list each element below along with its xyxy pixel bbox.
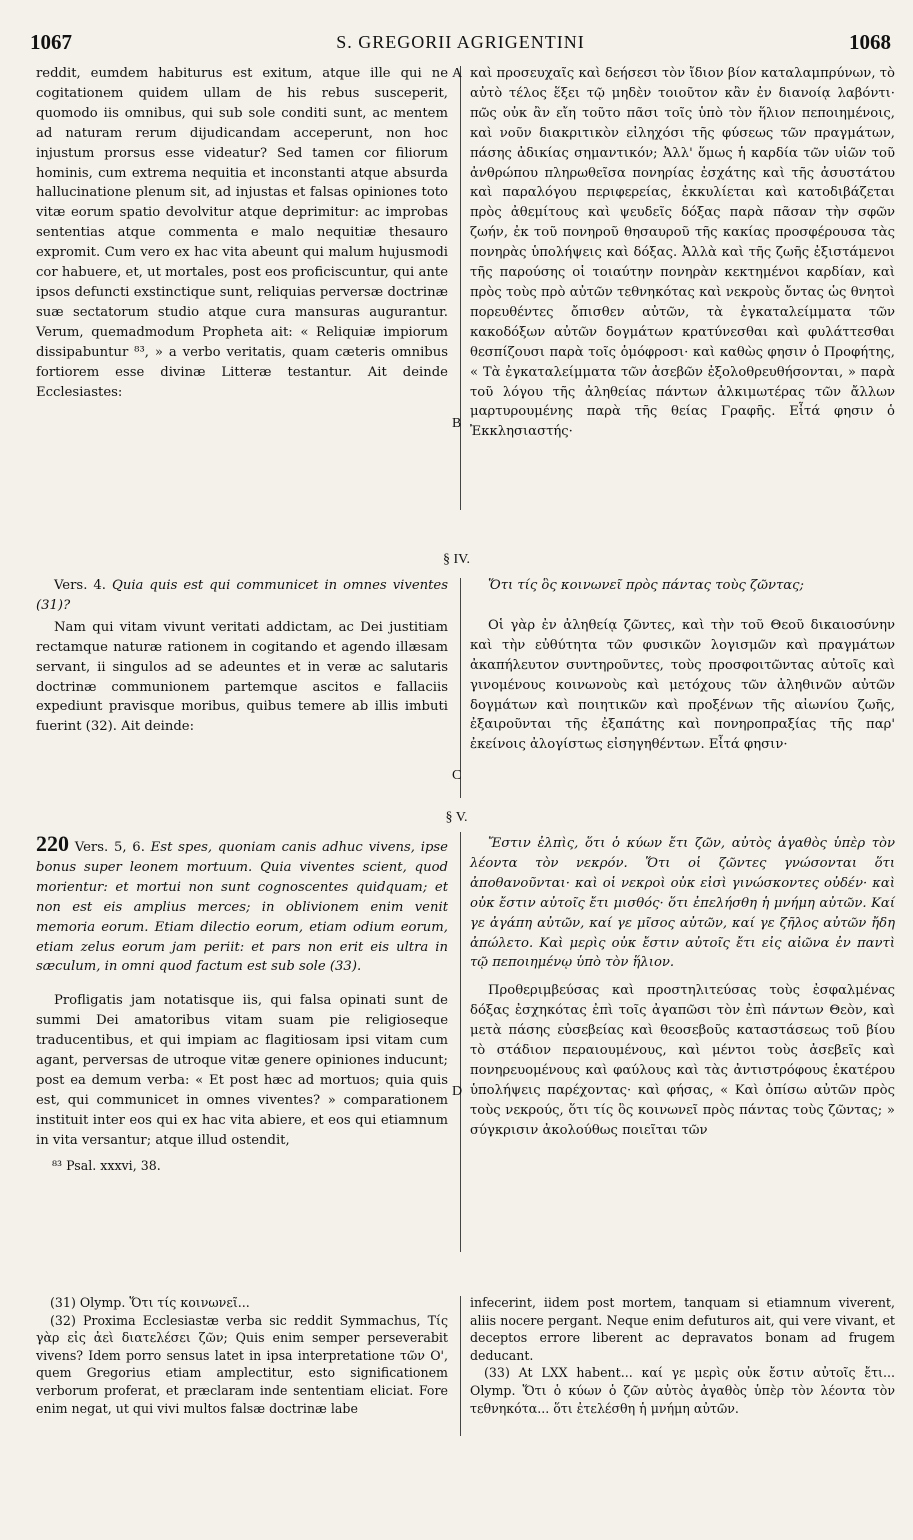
greek-column-section-v (470, 834, 895, 1254)
page-number-right: 1068 (849, 30, 891, 54)
greek-column-block-1 (470, 64, 895, 534)
column-rule-2 (460, 578, 461, 798)
column-rule-4 (460, 1296, 461, 1436)
running-title: S. GREGORII AGRIGENTINI (336, 32, 585, 52)
latin-column-section-iv (36, 576, 448, 798)
section-heading-v: § V. (445, 810, 468, 825)
column-number: 220 (36, 831, 69, 856)
section-heading-iv: § IV. (443, 552, 470, 567)
greek-paragraph: καὶ προσευχαῖς καὶ δεήσεσι τὸν ἴδιον βίον καταλαμπρύνων, τὸ αὐτὸ τέλος ἕξει τῷ μηδὲν τοιοῦτον κἂν ἐν διανοίᾳ λαβόντι· πῶς οὐκ ἂν εἴη τοῦτο πᾶσι τοῖς ὑπὸ τὸν ἥλιον πεποιημένοις, καὶ νοῦν διακριτικὸν εἰληχόσι τῆς φύσεως τῶν πραγμάτων, πάσης ἀδικίας σημαντικόν; Ἀλλ' ὅμως ἡ καρδία τῶν υἱῶν τοῦ ἀνθρώπου πληρωθεῖσα πονηρίας ἐσχάτης καὶ τῆς ἀσυστάτου καὶ παραλόγου περιφερείας, ἐκκυλίεται καὶ κατοδιβάζεται πρὸς ἀθεμίτους καὶ ψευδεῖς δόξας παρὰ πᾶσαν τὴν σφῶν ζωήν, ἐκ τοῦ πονηροῦ θησαυροῦ τῆς κακίας προσφέρουσα τὰς πονηρὰς ὑπολήψεις καὶ δόξας. Ἀλλὰ καὶ τῆς ζωῆς ἐξιστάμενοι τῆς παρούσης οἱ τοιαύτην πονηρὰν κεκτημένοι καρδίαν, καὶ πρὸς τοὺς πρὸ αὐτῶν τεθνηκότας καὶ νεκροὺς ὄντας ὡς θνητοὶ πορευθέντες ὄπισθεν αὐτῶν, τὰ ἐγκαταλείμματα τῶν κακοδόξων αὐτῶν δογμάτων κρατύνεσθαι καὶ φυλάττεσθαι θεσπίζουσι παρὰ τοῖς ὁμόφροσι· καὶ καθὼς φησιν ὁ Προφήτης, « Τὰ ἐγκαταλείμματα τῶν ἀσεβῶν ἐξολοθρευθήσονται, » παρὰ τοῦ λόγου τῆς ἀληθείας πάντων ἀλκιμωτέρας τῶν ἄλλων μαρτυρουμένης παρὰ τῆς θείας Γραφῆς. Εἶτά φησιν ὁ Ἐκκλησιαστής· (470, 66, 895, 440)
verse-latin-iv (36, 576, 448, 616)
verse-greek-iv: Ὅτι τίς ὃς κοινωνεῖ πρὸς πάντας τοὺς ζῶντας; (488, 578, 804, 593)
margin-marker-b: B (452, 416, 462, 431)
margin-marker-c: C (452, 768, 462, 783)
verse-text: Quia quis est qui communicet in omnes viventes (31)? (36, 578, 448, 613)
page-number-left: 1067 (30, 30, 72, 54)
verse-latin-v (36, 831, 448, 977)
verse-greek-v: Ἔστιν ἐλπὶς, ὅτι ὁ κύων ἔτι ζῶν, αὐτὸς ἀγαθὸς ὑπὲρ τὸν λέοντα τὸν νεκρόν. Ὅτι οἱ ζῶντες γνώσονται ὅτι ἀποθανοῦνται· καὶ οἱ νεκροὶ οὐκ εἰσὶ γινώσκοντες οὐδέν· καὶ οὐκ ἔστιν αὐτοῖς ἔτι μισθός· ὅτι ἐπελήσθη ἡ μνήμη αὐτῶν. Καί γε ἀγάπη αὐτῶν, καί γε μῖσος αὐτῶν, καί γε ζῆλος αὐτῶν ἤδη ἀπώλετο. Καὶ μερὶς οὐκ ἔστιν αὐτοῖς ἔτι εἰς αἰῶνα ἐν παντὶ τῷ πεποιημένῳ ὑπὸ τὸν ἥλιον. (470, 836, 895, 971)
scripture-footnote: ⁸³ Psal. xxxvi, 38. (52, 1157, 161, 1173)
note-31: (31) Olymp. Ὅτι τίς κοινωνεῖ... (50, 1295, 250, 1310)
greek-column-section-iv (470, 576, 895, 798)
margin-marker-d: D (452, 1084, 463, 1099)
note-32: (32) Proxima Ecclesiastæ verba sic reddit Symmachus, Τίς γὰρ εἰς ἀεὶ διατελέσει ζῶν; Quis enim semper perseverabit vivens? Idem porro sensus latet in ipsa interpretatione τῶν O', quem Gregorius etiam amplectitur, esto significationem verborum proferat, et præclaram inde sententiam eliciat. Fore enim negat, ut qui vivi multos falsæ doctrinæ labe (36, 1312, 448, 1416)
page-header (30, 30, 891, 56)
verse-label: Vers. 4. (54, 578, 106, 593)
notes-left (36, 1294, 448, 1444)
note-32-continued: infecerint, iidem post mortem, tanquam si etiamnum viverent, aliis nocere pergant. Neque enim defuturos ait, qui vere vivant, et deceptos errore liberent ac depravatos bonam ad frugem deducant. (470, 1295, 895, 1363)
margin-marker-a: A (452, 66, 463, 81)
note-33: (33) At LXX habent... καί γε μερὶς οὐκ ἔστιν αὐτοῖς ἔτι... Olymp. Ὅτι ὁ κύων ὁ ζῶν αὐτὸς ἀγαθὸς ὑπὲρ τὸν λέοντα τὸν τεθνηκότα... ὅτι ἐτελέσθη ἡ μνήμη αὐτῶν. (470, 1365, 895, 1416)
verse-label: Vers. 5, 6. (74, 840, 145, 855)
latin-paragraph: reddit, eumdem habiturus est exitum, atque ille qui ne cogitationem quidem ullam de his rebus susceperit, quomodo iis omnibus, qui sub sole conditi sunt, ac mentem ad naturam rerum dijudicandam acceperunt, non hoc injustum prorsus esse videatur? Sed tamen cor filiorum hominis, cum extrema nequitia et inconstanti atque absurda hallucinatione plenum sit, ad injustas et falsas opiniones toto vitæ eorum spatio devolvitur atque deprimitur: ac improbas sententias atque commenta e malo nequitiæ thesauro expromit. Cum vero ex hac vita abeunt qui malum hujusmodi cor habuere, et, ut mortales, post eos proficiscuntur, qui ante ipsos defuncti exstinctique sunt, reliquias perversæ doctrinæ suæ sectatorum studio atque cura mansuras augurantur. Verum, quemadmodum Propheta ait: « Reliquiæ impiorum dissipabuntur ⁸³, » a verbo veritatis, quam cæteris omnibus fortiorem esse divinæ Litteræ testantur. Ait deinde Ecclesiastes: (36, 66, 448, 400)
notes-right (470, 1294, 895, 1444)
greek-paragraph: Προθεριμβεύσας καὶ προστηλιτεύσας τοὺς ἐσφαλμένας δόξας ἐσχηκότας ἐπὶ τοῖς ἀγαπῶσι τὸν ἐπὶ πάντων Θεὸν, καὶ μετὰ πάσης εὐσεβείας καὶ θεοσεβοῦς καταστάσεως τοῦ βίου τὸ στάδιον περαιουμένους, καὶ μέντοι τοὺς ἀσεβεῖς καὶ πονηρευομένους καὶ φαύλους καὶ τὰς ἀντιστρόφους ἑκατέρου ὑπολήψεις παρέχοντας· καὶ φήσας, « Καὶ ὀπίσω αὐτῶν πρὸς τοὺς νεκρούς, ὅτι τίς ὃς κοινωνεῖ πρὸς πάντας τοὺς ζῶντας; » σύγκρισιν ἀκολούθως ποιεῖται τῶν (470, 983, 895, 1138)
column-rule-3 (460, 832, 461, 1252)
verse-text: Est spes, quoniam canis adhuc vivens, ipse bonus super leonem mortuum. Quia viventes scient, quod morientur: et mortui non sunt cognoscentes quidquam; et non est eis amplius merces; in oblivionem enim venit memoria eorum. Etiam dilectio eorum, etiam odium eorum, etiam zelus eorum jam periit: et pars non erit eis ultra in sæculum, in omni quod factum est sub sole (33). (36, 840, 448, 975)
latin-column-section-v (36, 831, 448, 1254)
latin-paragraph: Nam qui vitam vivunt veritati addictam, ac Dei justitiam rectamque naturæ rationem in cogitando et agendo illæsam servant, ii singulos ad se adeuntes et in veræ ac salutaris doctrinæ communionem partemque ascitos e fallaciis expediunt pravisque moribus, quibus temere ab illis imbuti fuerint (32). Ait deinde: (36, 619, 448, 735)
latin-paragraph: Profligatis jam notatisque iis, qui falsa opinati sunt de summi Dei amatoribus vitam suam pie religioseque traducentibus, et qui impiam ac flagitiosam ipsi vitam cum agant, perversas de utroque vitæ genere opiniones inducunt; post ea demum verba: « Et post hæc ad mortuos; quia quis est, qui communicet in omnes viventes? » comparationem instituit inter eos qui ex hac vita abiere, et eos qui etiamnum in vita versantur; atque illud ostendit, (36, 993, 448, 1148)
latin-column-block-1 (36, 64, 448, 514)
greek-paragraph: Οἱ γὰρ ἐν ἀληθείᾳ ζῶντες, καὶ τὴν τοῦ Θεοῦ δικαιοσύνην καὶ τὴν εὐθύτητα τῶν φυσικῶν λογισμῶν καὶ πραγμάτων ἀκαπήλευτον συντηροῦντες, τοὺς προσφοιτῶντας αὐτοῖς καὶ γινομένους κοινωνοὺς καὶ μετόχους τῶν ἀληθινῶν αὐτῶν δογμάτων καὶ ποιητικῶν καὶ προξένων τῆς αἰωνίου ζωῆς, ἐξαιροῦνται τῆς ἐξαπάτης καὶ πονηροπραξίας τῆς παρ' ἐκείνοις ἀλογίστως εἰσηγηθέντων. Εἶτά φησιν· (470, 617, 895, 753)
column-rule-1 (460, 66, 461, 510)
